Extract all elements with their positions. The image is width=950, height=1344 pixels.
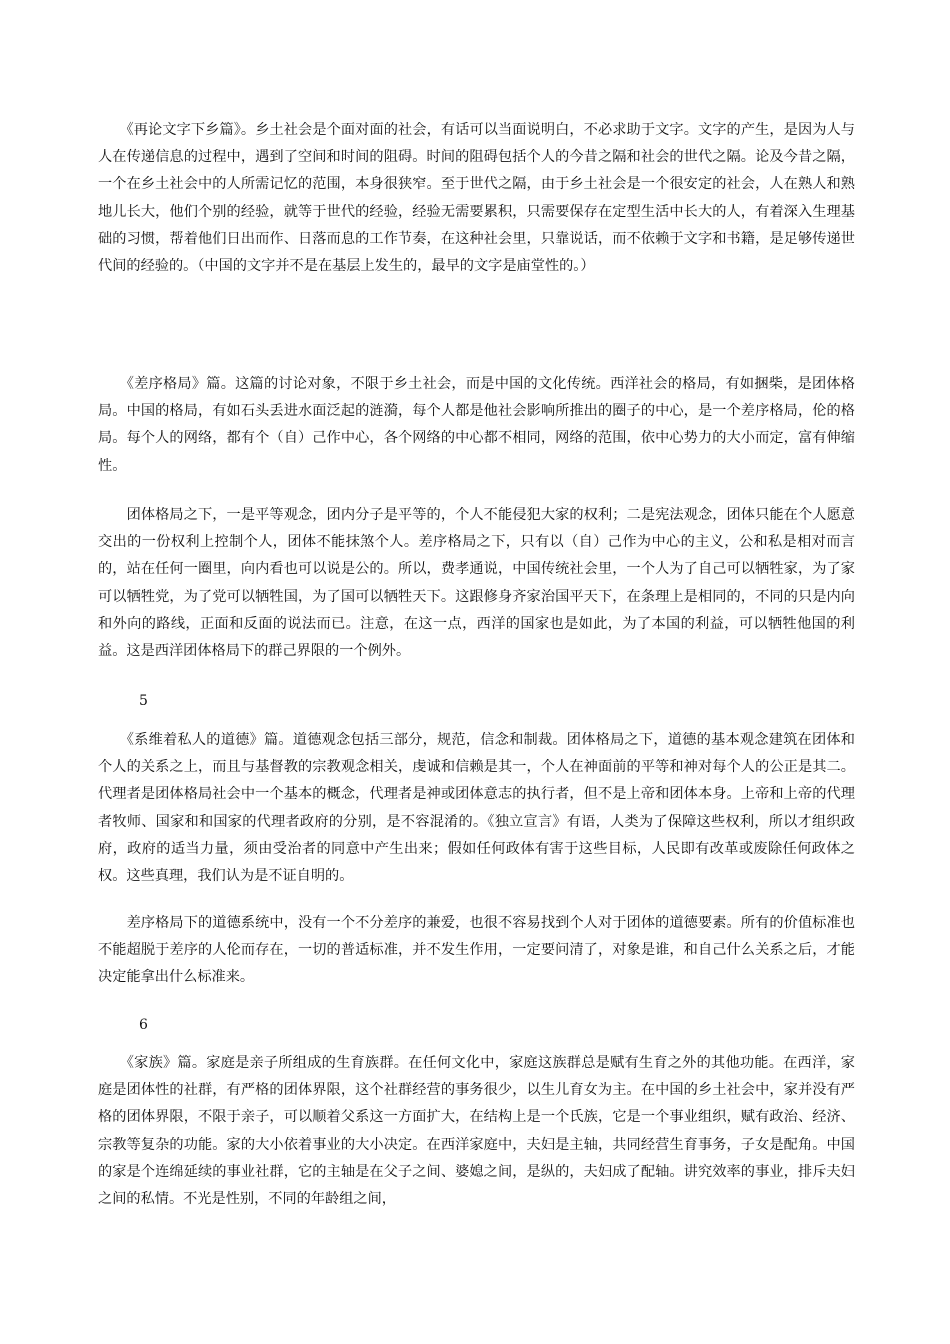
paragraph-moral-system: 差序格局下的道德系统中，没有一个不分差序的兼爱，也很不容易找到个人对于团体的道德要素。所有的价值标准也不能超脱于差序的人伦而存在，一切的普适标准，并不发生作用，一定要问清了，对象是谁，和自己什么关系之后，才能决定能拿出什么标准来。 [98,915,855,986]
section-number-5: 5 [139,693,148,709]
section-number-6: 6 [139,1017,148,1033]
paragraph-private-morality: 《系维着私人的道德》篇。道德观念包括三部分，规范，信念和制裁。团体格局之下，道德的基本观念建筑在团体和个人的关系之上，而且与基督教的宗教观念相关，虔诚和信赖是其一，个人在神面前的平等和神对每个人的公正是其二。代理者是团体格局社会中一个基本的概念，代理者是神或团体意志的执行者，但不是上帝和团体本身。上帝和上帝的代理者牧师、国家和和国家的代理者政府的分别，是不容混淆的。《独立宣言》有语，人类为了保障这些权利，所以才组织政府，政府的适当力量，须由受治者的同意中产生出来；假如任何政体有害于这些目标，人民即有改革或废除任何政体之权。这些真理，我们认为是不证自明的。 [98,732,855,885]
paragraph-family: 《家族》篇。家庭是亲子所组成的生育族群。在任何文化中，家庭这族群总是赋有生育之外的其他功能。在西洋，家庭是团体性的社群，有严格的团体界限，这个社群经营的事务很少，以生儿育女为主。在中国的乡土社会中，家并没有严格的团体界限，不限于亲子，可以顺着父系这一方面扩大，在结构上是一个氏族，它是一个事业组织，赋有政治、经济、宗教等复杂的功能。家的大小依着事业的大小决定。在西洋家庭中，夫妇是主轴，共同经营生育事务，子女是配角。中国的家是个连绵延续的事业社群，它的主轴是在父子之间、婆媳之间，是纵的，夫妇成了配轴。讲究效率的事业，排斥夫妇之间的私情。不光是性别，不同的年龄组之间， [98,1055,855,1208]
paragraph-organizational-mode: 团体格局之下，一是平等观念，团内分子是平等的，个人不能侵犯大家的权利；二是宪法观念，团体只能在个人愿意交出的一份权利上控制个人，团体不能抹煞个人。差序格局之下，只有以（自）己作为中心的主义，公和私是相对而言的，站在任何一圈里，向内看也可以说是公的。所以，费孝通说，中国传统社会里，一个人为了自己可以牺牲家，为了家可以牺牲党，为了党可以牺牲国，为了国可以牺牲天下。这跟修身齐家治国平天下，在条理上是相同的，不同的只是内向和外向的路线，正面和反面的说法而已。注意，在这一点，西洋的国家也是如此，为了本国的利益，可以牺牲他国的利益。这是西洋团体格局下的群己界限的一个例外。 [98,507,855,660]
paragraph-rewrite-literacy: 《再论文字下乡篇》。乡土社会是个面对面的社会，有话可以当面说明白，不必求助于文字。文字的产生，是因为人与人在传递信息的过程中，遇到了空间和时间的阻碍。时间的阻碍包括个人的今昔之隔和社会的世代之隔。论及今昔之隔，一个在乡土社会中的人所需记忆的范围，本身很狭窄。至于世代之隔，由于乡土社会是一个很安定的社会，人在熟人和熟地儿长大，他们个别的经验，就等于世代的经验，经验无需要累积，只需要保存在定型生活中长大的人，有着深入生理基础的习惯，帮着他们日出而作、日落而息的工作节奏，在这种社会里，只靠说话，而不依赖于文字和书籍，是足够传递世代间的经验的。（中国的文字并不是在基层上发生的，最早的文字是庙堂性的。） [98,122,855,275]
paragraph-differential-mode: 《差序格局》篇。这篇的讨论对象，不限于乡土社会，而是中国的文化传统。西洋社会的格局，有如捆柴，是团体格局。中国的格局，有如石头丢进水面泛起的涟漪，每个人都是他社会影响所推出的圈子的中心，是一个差序格局，伦的格局。每个人的网络，都有个（自）己作中心，各个网络的中心都不相同，网络的范围，依中心势力的大小而定，富有伸缩性。 [98,376,855,474]
